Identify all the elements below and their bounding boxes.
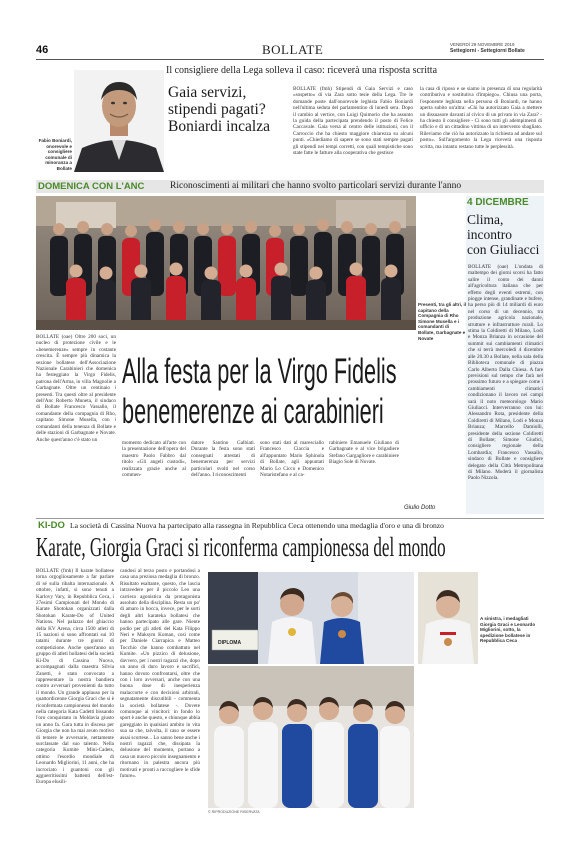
boniardi-photo bbox=[74, 70, 164, 172]
story2-body-col1: BOLLATE (oae) Oltre 200 soci, un nucleo di protezione civile e le «benemerenze» sempre in costante crescita. È sempre più dinamica la sezione bollatese dell'Associazione Nazionale Carabinieri che domenica ha festeggiato la Virgo Fidelis, patrona dell'Arma, in villa Magnolie a Garbagnate. Oltre un centinaio i presenti. Tra questi oltre al presidente dell'Anc Roberto Muneta, il sindaco di Bollate Francesco Vassallo, il comandante della compagnia di Rho, capitano Simone Musella, con i comandanti della tenenza di Bollate e delle stazioni di Garbagnate e Novate. Anche quest'anno c'è stato un bbox=[36, 334, 116, 443]
story2-headline bbox=[122, 352, 397, 432]
section-name: BOLLATE bbox=[262, 42, 324, 57]
story2-headline-line: benemerenze ai carabinieri bbox=[122, 392, 384, 431]
sidebar-headline-line: incontro bbox=[467, 227, 512, 242]
story2-byline: Giulio Dotto bbox=[404, 505, 436, 511]
story1-kicker: Il consigliere della Lega solleva il caso: riceverà una risposta scritta bbox=[166, 65, 438, 76]
story3-photo-caption: A sinistra, i medagliati Giorgia Graci e Leonardo Migliorini, sotto, la spedizione bollatese in Repubblica Ceca bbox=[480, 616, 536, 644]
band2-rule bbox=[36, 518, 544, 519]
story1-body-col1: BOLLATE (fmh) Stipendi di Gaia Servizi e caso «sospetto» di via Zara sotto tesie della Lega. Tre le domande poste dall'onorevole leghista Fabio Boniardi nell'ultima seduta del parlamentino di lunedì sera. Dopo il cambio al vertice, con Luigi Quimorio che ha assunto la guida della partecipata prendendo il posto di Felice Caccavale. Gaia versa al centro delle istituzioni, con il Carroccio che ha chiesto maggiore chiarezza su alcuni punti. «Chiediamo di sapere se sono stati sempre pagati gli stipendi nei tempi corretti, con quali tempistiche sono state fatte le fatture alla cooperativa che gestisce bbox=[293, 86, 413, 157]
story1-headline-line: Boniardi incalza bbox=[168, 118, 270, 135]
page-number: 46 bbox=[36, 44, 49, 56]
carabinieri-photo-caption: Presenti, tra gli altri, il capitano della Compagnia di Rho Simone Musella e i comandanti di Bollate, Garbagnate e Novate bbox=[418, 302, 466, 341]
sidebar-headline-line: Clima, bbox=[467, 212, 504, 227]
story2-body-col4: sono stati dati al maresciallo Francesco Ciaccia e all'appuntato Mario Sphinola di Bollate, agli appuntati Mario Lo Cicco e Domenico Notaristefano e al ca- bbox=[260, 440, 324, 479]
carabinieri-photo bbox=[36, 196, 416, 330]
story2-body-col3: datore Santino Galbiati. Durante la festa sono stati consegnati attestati di benemerenza per servizi particolari svolti nel corso dell'anno. I riconoscimenti bbox=[191, 440, 255, 479]
sidebar-date-label: 4 DICEMBRE bbox=[467, 197, 529, 208]
story1-body-col2: la casa di riposo e se siamo in presenza di una regolarità contributiva e sostitutiva d'impiego». Chiusa una porta, l'esponente leghista nella persona di Boniardi, ne hanno aperta subito un'altra: «Chi ha autorizzato Gaia a mettere un dissuasore davanti al civico di un privato in via Zara? - ha chiesto il consigliere - Ci sono tutti gli adempimenti di ufficio e di un cittadino vittima di un intervento sbagliato. Rileviamo che ciò ha autorizzato la richiesta ad andare sul posto». Sull'argomento la Lega riceverà una risposta scritta, ma intanto restano tutte le perplessità. bbox=[420, 86, 542, 150]
story2-body-col5: rabiniere Emanuele Giuliano di Garbagnate e al vice brigadiere Stefano Gargagliore e carabiniere Biagio Sole di Novate. bbox=[329, 440, 399, 466]
band2-text: La società di Cassina Nuova ha partecipato alla rassegna in Repubblica Ceca ottenendo una medaglia d'oro e una di bronzo bbox=[70, 521, 444, 530]
medalists-photo bbox=[208, 572, 414, 664]
sidebar-headline-line: con Giuliacci bbox=[467, 242, 540, 257]
header-rule bbox=[36, 59, 544, 60]
diploma-text: DIPLOMA bbox=[218, 640, 242, 646]
issue-date: VENERDÌ 29 NOVEMBRE 2019 bbox=[450, 42, 515, 47]
edition-name: Settegiorni - Settegiorni Bollate bbox=[450, 48, 525, 54]
boniardi-photo-caption: Fabio Boniardi, onorevole e consigliere comunale di minoranza a Bollate bbox=[38, 138, 72, 171]
band2-label: KI-DO bbox=[38, 520, 65, 531]
band1-text: Riconoscimenti ai militari che hanno svolto particolari servizi durante l'anno bbox=[170, 181, 462, 191]
story3-headline: Karate, Giorgia Graci si riconferma campionessa del mondo bbox=[36, 532, 446, 562]
story2-body-col2: momento dedicato all'arte con la presentazione dell'opera del maestro Paolo Fabbro dal titolo «Gli angeli custodi», realizzata grazie anche al commen- bbox=[122, 440, 186, 479]
story3-body-col1: BOLLATE (fmh) Il karate bollatese torna orgogliosamente a far parlare di sé sulla ribalta internazionale. A ottobre, infatti, si sono tenuti a Karlovy Vary, in Repubblica Ceca, i 27esimi Campionati del Mondo di Karate Shotokan organizzati dalla Shotokan Karate-Do of United Nations. Nel palazzo del ghiaccio della KV Arena, circa 1500 atleti di 15 nazioni si sono affrontati sui 10 tatami durante tre giorni di competizione. Anche quest'anno un gruppo di atleti bollatesi della società Ki-Do di Cassina Nuova, accompagnati dalla maestra Silvia Zanetti, è stato convocato a rappresentare la nostra bandiera contro avversari provenienti da tutto il mondo. Un grande applauso per la quattordicenne Giorgia Graci che si è riconfermata campionessa del mondo nella categoria Kata Cadetti bissando l'oro conquistato in Moldavia giusto un anno fa. Gara tutta in discesa per Giorgia che non ha mai avuto motivo di temere le avversarie, nettamente surclassate dal suo talento. Nella categoria Kumite Mini-Cadets, ottimo l'esordio mondiale di Leonardo Migliorini, 11 anni, che ha incrociato i guantoni con gli agguerritissimi battenti dell'est-Europa elusili- bbox=[36, 568, 114, 786]
team-photo bbox=[208, 666, 414, 808]
story1-headline-line: Gaia servizi, bbox=[168, 84, 247, 101]
sidebar-headline bbox=[467, 212, 545, 257]
story3-credit: © RIPRODUZIONE RISERVATA bbox=[208, 810, 260, 814]
sidebar-body: BOLLATE (oae) L'ondata di maltempo dei giorni scorsi ha fatto salire il conto dei danni all'agricoltura italiana che per effetto degli eventi estremi, con piogge intense, grandinate e bufere, ha perso più di 14 miliardi di euro nel corso di un decennio, tra produzione agricola nazionale, strutture e infrastrutture rurali. Lo stima la Coldiretti di Milano, Lodi e Monza Brianza in occasione del summit sui cambiamenti climatici che si terrà mercoledì 4 dicembre alle 20.30 a Bollate, nella sala della Biblioteca comunale di piazza Carlo Alberto Dalla Chiesa. A fare previsioni sul tempo che farà nel prossimo futuro e a spiegare come i cambiamenti climatici condizionano il lavoro nei campi sarà il noto meteorologo Mario Giuliacci. Interverranno con lui: Alessandro Rota, presidente della Coldiretti di Milano, Lodi e Monza Brianza; Marcello Damiolli, presidente della sezione Coldiretti di Bollate; Simone Giudici, consigliere regionale della Lombardia; Francesco Vassallo, sindaco di Bollate e consigliere delegato della Città Metropolitana di Milano. Moderà il giornalista Paolo Nizzola. bbox=[468, 264, 543, 482]
story3-body-col2: candosi al terzo posto e portandosi a casa una preziosa medaglia di bronzo. Risultato esaltante, questo, che lascia intravedere per il piccolo Leo una carriera agonistica da protagonista assoluto della disciplina. Resta un po' di amaro in bocca, invece, per le sorti degli altri karateka bollatesi che hanno partecipato alle gare. Niente podio per gli atleti del Kata Filippo Neri e Maksym Koman, così come per Daniele Ciarrapica e Matteo Tocchio che hanno combattuto nel Kumite. «Un pizzico di delusione, davvero, per i nostri ragazzi che, dopo un anno di duro lavoro e sacrifici, hanno dovuto confrontarsi, oltre che con i loro avversari, anche con una buona dose di inesperienza malaccorte e con decisioni arbitrali, segnatamente discutibili - commenta la società bollatese -. Dovete comunque ai vincitori: in fondo lo sport è anche questo, e chiunque abbia gareggiato in qualsiasi ambito in vita sua sa che, talvolta, il caso se essere assai scortese... Lo sanno bene anche i nostri ragazzi che, dissipata la delusione del momento, portano a casa un nuovo piccolo insegnamento e ritornano in palestra ancora più motivati e pronti a raccogliere le sfide future». bbox=[120, 568, 200, 779]
story1-headline-line: stipendi pagati? bbox=[168, 101, 266, 118]
boy-medalist-photo bbox=[418, 572, 478, 664]
band1-label: DOMENICA CON L'ANC bbox=[38, 181, 145, 192]
story1-headline bbox=[168, 84, 288, 135]
story2-headline-line: Alla festa per la Virgo Fidelis bbox=[122, 352, 397, 391]
